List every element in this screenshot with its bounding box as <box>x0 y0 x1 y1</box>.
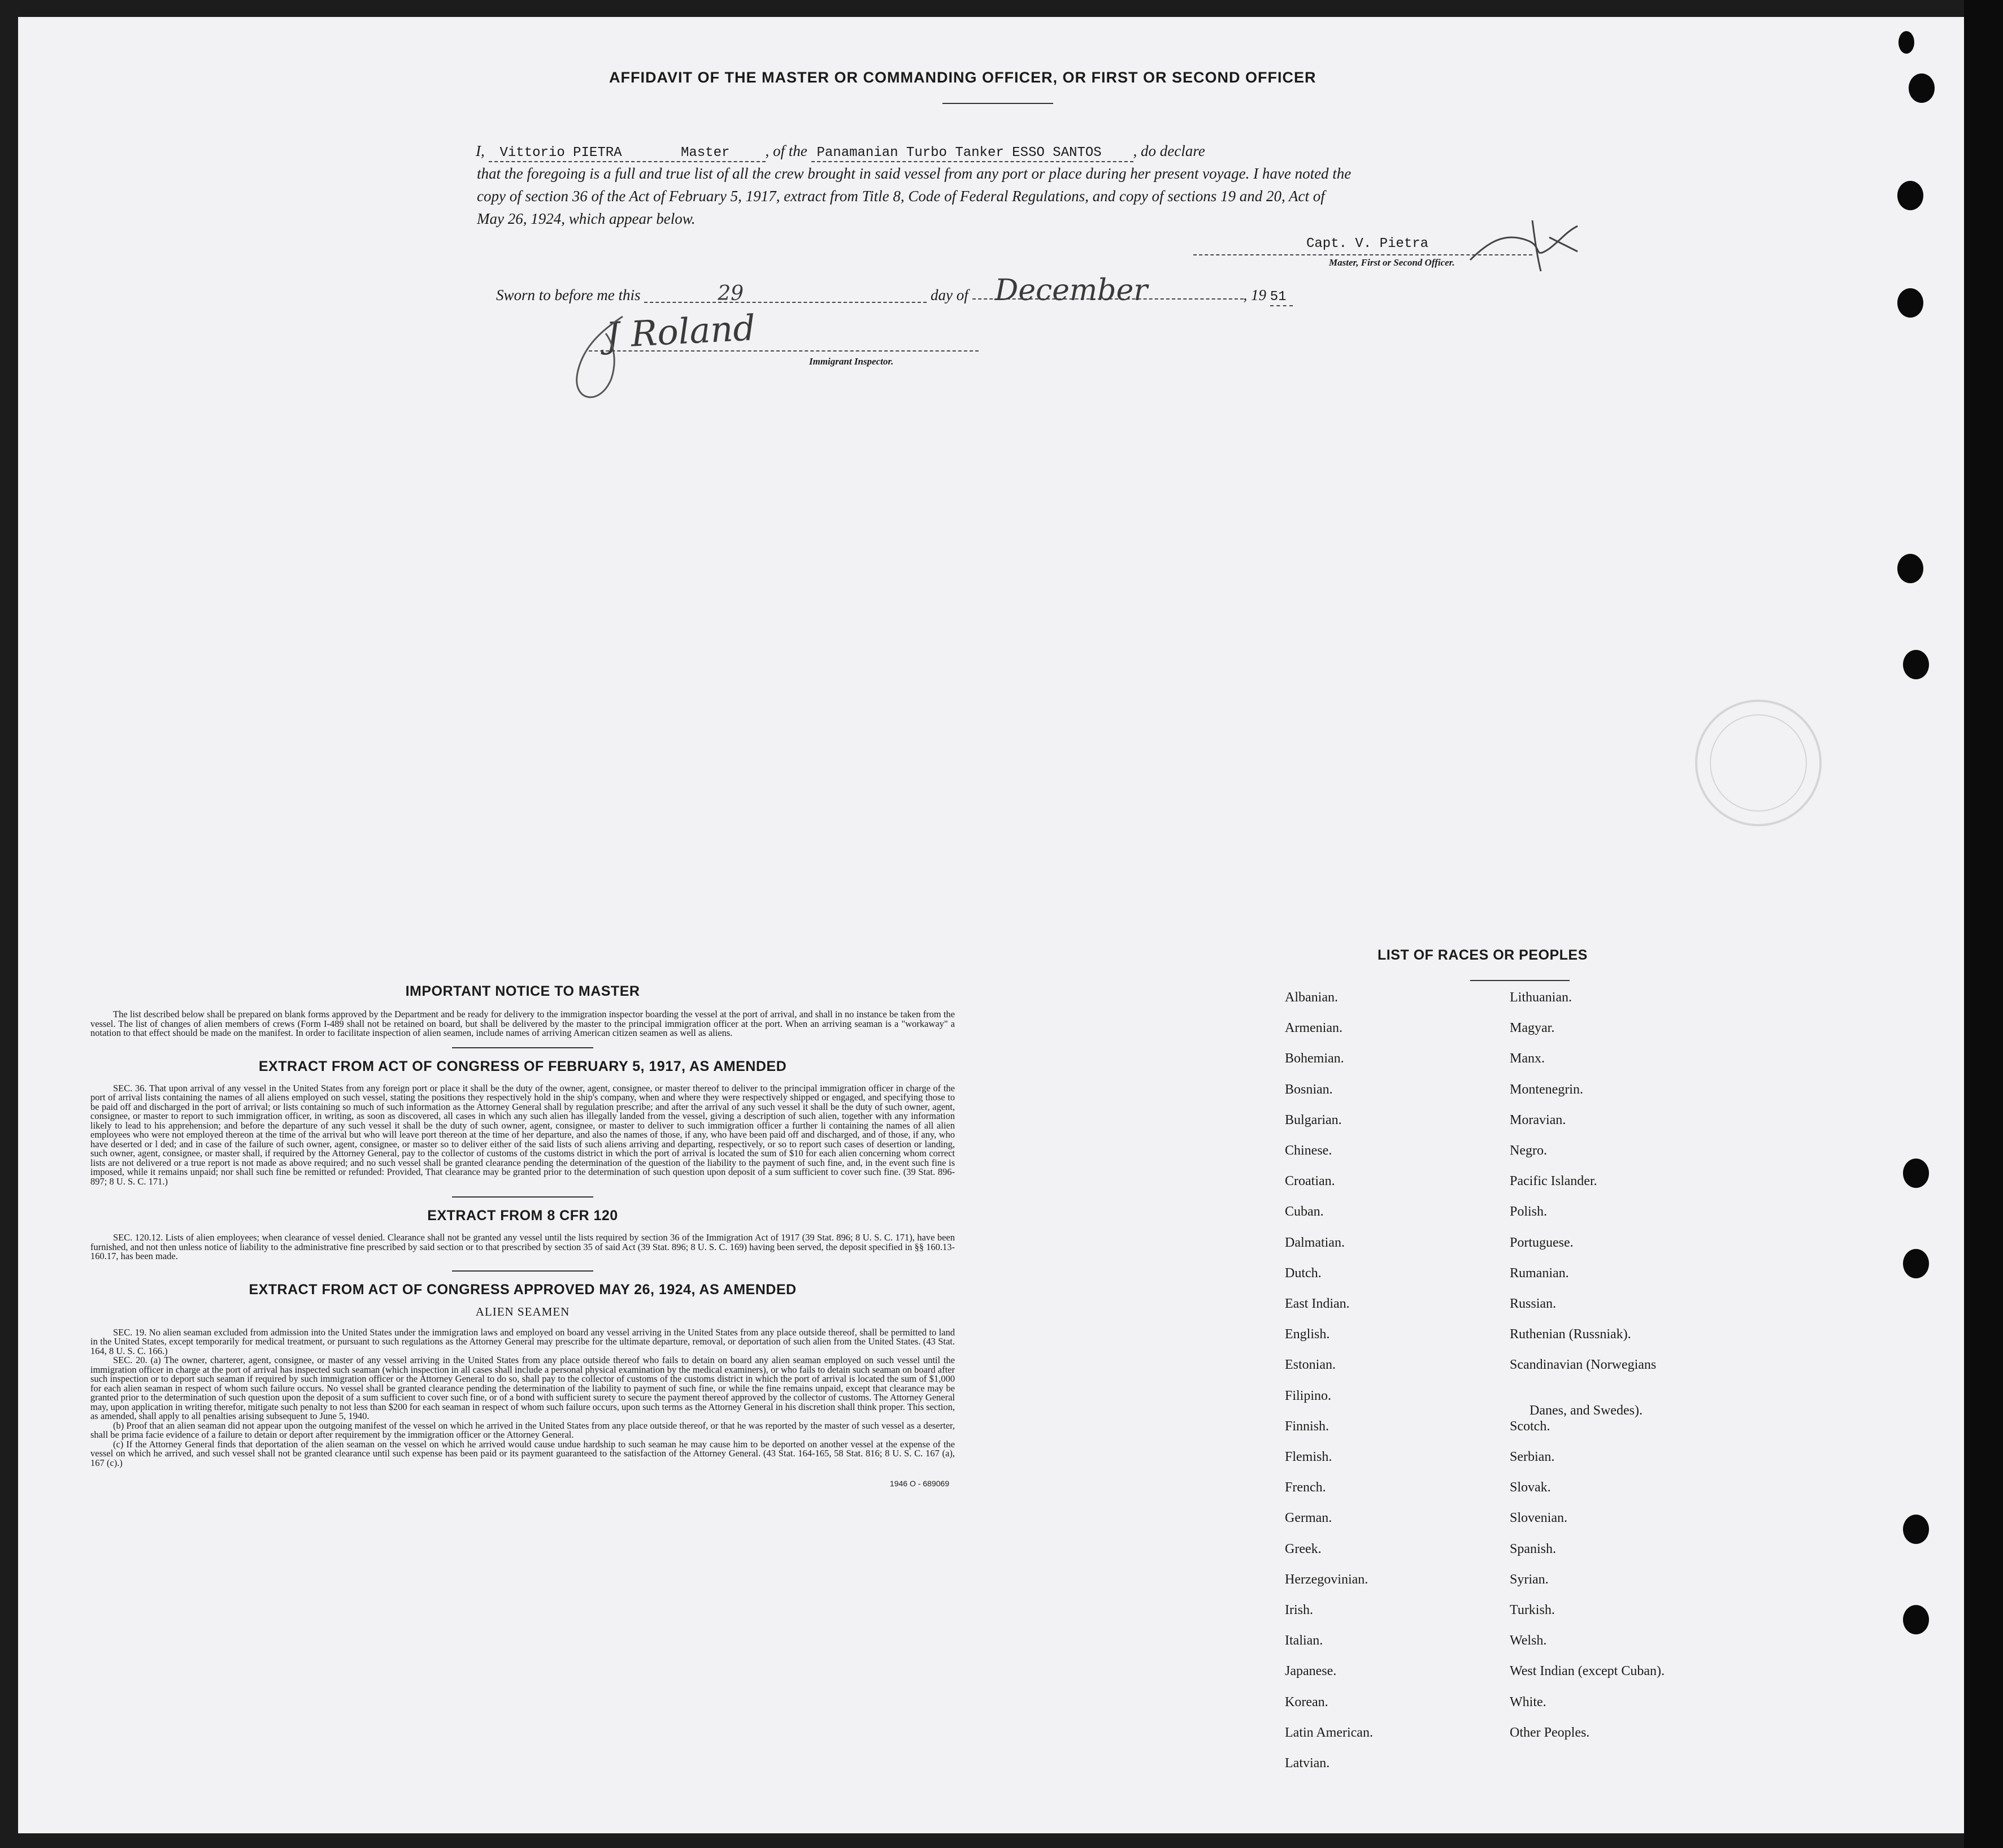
master-signature-typed: Capt. V. Pietra <box>1306 236 1429 251</box>
declaration-line-2: that the foregoing is a full and true list of all the crew brought in said vessel from any port or place during her present voyage. I have noted the <box>477 165 1352 182</box>
race-item: Polish. <box>1510 1204 1548 1220</box>
master-name: Vittorio PIETRA <box>499 145 622 160</box>
punch-hole <box>1897 181 1923 210</box>
extract1-text: SEC. 36. That upon arrival of any vessel in the United States from any foreign port or place it shall be the duty of the owner, agent, consignee, or master thereof to deliver to the principal immigration officer in charge of the port of arrival lists containing the names of all aliens employed on such vessel, stating the positions they respectively hold in the ship's company, when and where they were respectively shipped or engaged, and specifying those to be paid off and discharged in the port of arrival; or lists containing so much of such information as the Attorney General shall by regulation prescribe; and after the arrival of any such vessel it shall be the duty of such owner, agent, consignee, or master to report to such immigration officer, in writing, as soon as discovered, all cases in which any such alien has illegally landed from the vessel, giving a description of such alien, together with any information likely to lead to his apprehension; and before the departure of any such vessel it shall be the duty of such owner, agent, consignee, or master to deliver to such immigration officer a further li containing the names of all alien employees who were not employed thereon at the time of the arrival but who will leave port thereon at the time of her departure, and also the names of those, if any, who have been paid off and discharged, and of those, if any, who have deserted or l ded; and in case of the failure of such owner, agent, consignee, or master so to deliver either of the said lists of such aliens arriving and departing, respectively, or so to report such cases of desertion or landing, such owner, agent, consignee, or master shall, if required by the Attorney General, pay to the collector of customs of the customs district in which the port of arrival is located the sum of $10 for each alien concerning whom correct lists are not delivered or a true report is not made as above required; and no such vessel shall be granted clearance pending the determination of the question of the liability to the payment of such fine, and, in the event such fine is imposed, while it remains unpaid; nor shall such fine be remitted or refunded: Provided, That clearance may be granted prior to the determination of such question upon deposit of a sum sufficient to cover such fine. (39 Stat. 896-897; 8 U. S. C. 171.) <box>90 1082 955 1187</box>
master-signature-label: Master, First or Second Officer. <box>1329 257 1455 268</box>
vessel-name: Panamanian Turbo Tanker ESSO SANTOS <box>816 145 1102 160</box>
race-item: Slovenian. <box>1510 1511 1567 1526</box>
race-item: Moravian. <box>1510 1112 1566 1127</box>
races-rule <box>1470 980 1570 981</box>
race-item: Bulgarian. <box>1285 1112 1342 1127</box>
race-item: Pacific Islander. <box>1510 1174 1597 1189</box>
punch-hole <box>1903 1159 1929 1188</box>
extract3-p4: (c) If the Attorney General finds that deportation of the alien seaman on the vessel on which he arrived would cause undue hardship to such seaman he may cause him to be deported on another vessel at the expense of the vessel on which he arrived, and such vessel shall not be granted clearance until such expense has been paid or its payment guaranteed to the satisfaction of the Attorney General. (43 Stat. 164-165, 58 Stat. 816; 8 U. S. C. 167 (a), 167 (c).) <box>90 1438 955 1468</box>
race-item: Turkish. <box>1510 1603 1555 1617</box>
punch-hole <box>1897 288 1923 318</box>
race-item: French. <box>1285 1480 1326 1495</box>
extract3-p1: SEC. 19. No alien seaman excluded from admission into the United States under the immigration laws and employed on board any vessel arriving in the United States from any place outside thereof, shall be permitted to land in the United States, except temporarily for medical treatment, or pursuant to such regulations as the Attorney General may prescribe for the ultimate departure, removal, or deportation of such alien from the United States. (43 Stat. 164, 8 U. S. C. 166.) <box>90 1326 955 1356</box>
declaration-line-4: May 26, 1924, which appear below. <box>477 210 696 227</box>
day-of-text: day of <box>931 287 968 303</box>
race-item: Estonian. <box>1285 1357 1336 1373</box>
race-item: Latin American. <box>1285 1725 1373 1740</box>
race-item: Montenegrin. <box>1510 1082 1583 1097</box>
punch-hole <box>1903 650 1929 679</box>
document-page <box>18 17 1964 1833</box>
race-item: Japanese. <box>1285 1664 1337 1679</box>
extract1-title: EXTRACT FROM ACT OF CONGRESS OF FEBRUARY 5, 1917, AS AMENDED <box>258 1058 787 1074</box>
race-item: Danes, and Swedes). <box>1530 1403 1643 1418</box>
race-item: Chinese. <box>1285 1143 1332 1158</box>
race-item: Armenian. <box>1285 1021 1342 1036</box>
notice-title: IMPORTANT NOTICE TO MASTER <box>405 983 640 999</box>
sworn-line <box>496 274 1293 307</box>
race-item: Scandinavian (Norwegians <box>1510 1357 1657 1373</box>
race-item: Lithuanian. <box>1510 990 1572 1005</box>
race-item: Other Peoples. <box>1510 1725 1590 1740</box>
race-item: Russian. <box>1510 1296 1557 1311</box>
inspector-signature-loop <box>561 311 640 413</box>
race-item: Croatian. <box>1285 1174 1335 1189</box>
notice-block <box>90 983 955 1488</box>
race-item: Flemish. <box>1285 1450 1332 1464</box>
extract2-text: SEC. 120.12. Lists of alien employees; when clearance of vessel denied. Clearance shall not be granted any vessel until the lists required by section 36 of the Immigration Act of 1917 (39 Stat. 896; 8 U. S. C. 171), have been furnished, and not then unless notice of liability to the administrative fine prescribed by said section or to that prescribed by section 35 of said Act (39 Stat. 896; 8 U. S. C. 169) having been served, the deposit specified in §§ 160.13-160.17, has been made. <box>90 1232 955 1261</box>
race-item: Serbian. <box>1510 1450 1555 1464</box>
of-the-text: , of the <box>765 142 807 159</box>
affidavit-title: AFFIDAVIT OF THE MASTER OR COMMANDING OFFICER, OR FIRST OR SECOND OFFICER <box>609 69 1316 86</box>
race-item: East Indian. <box>1285 1296 1350 1311</box>
extract3-p2: SEC. 20. (a) The owner, charterer, agent, consignee, or master of any vessel arriving in the United States from any place outside thereof who fails to detain on board any alien seaman employed on such vessel until the immigration officer in charge at the port of arrival has inspected such seaman (which inspection in all cases shall include a personal physical examination by the medical examiners), or who fails to detain such seaman on board after such inspection or to deport such seaman if required by such immigration officer or the Attorney General to do so, shall pay to the collector of customs of the customs district in which the port of arrival is located the sum of $1,000 for each alien seaman in respect of whom such failure occurs. No vessel shall be granted clearance pending the determination of the liability to payment of such fine, or while the fine remains unpaid, except that clearance may be granted prior to the determination of such question upon the deposit of a sum sufficient to cover such fine, or of a bond with sufficient surety to secure the payment thereof approved by the collector of customs. The Attorney General may, upon application in writing therefor, mitigate such penalty to not less than $200 for each seaman in respect of whom such failure occurs, upon such terms as the Attorney General in his discretion shall think proper. This section, as amended, shall apply to all penalties arising subsequent to June 5, 1940. <box>90 1355 955 1421</box>
extract3-title: EXTRACT FROM ACT OF CONGRESS APPROVED MAY 26, 1924, AS AMENDED <box>249 1281 797 1298</box>
print-code: 1946 O - 689069 <box>889 1479 949 1488</box>
master-signature-scrawl <box>1465 209 1600 277</box>
vessel-field <box>811 145 1133 162</box>
sworn-month: December <box>994 274 1148 307</box>
race-item: German. <box>1285 1511 1332 1526</box>
race-item: Spanish. <box>1510 1541 1557 1556</box>
punch-hole <box>1909 73 1935 103</box>
race-item: Negro. <box>1510 1143 1547 1158</box>
race-item: Italian. <box>1285 1633 1323 1649</box>
inspector-signature: J Roland <box>605 307 757 356</box>
extract3-subtitle: ALIEN SEAMEN <box>475 1304 570 1318</box>
inspector-signature-line <box>589 350 979 352</box>
notice-rule-1 <box>452 1047 593 1048</box>
race-item: Syrian. <box>1510 1572 1549 1587</box>
race-item: White. <box>1510 1694 1546 1710</box>
race-item: Greek. <box>1285 1541 1322 1556</box>
sworn-year: 51 <box>1270 289 1287 305</box>
race-item: Irish. <box>1285 1603 1313 1617</box>
race-item: Welsh. <box>1510 1633 1547 1649</box>
race-item: Dutch. <box>1285 1265 1322 1281</box>
punch-hole <box>1903 1249 1929 1278</box>
faint-stamp <box>1691 678 1832 848</box>
race-item: Portuguese. <box>1510 1235 1574 1250</box>
race-item: Rumanian. <box>1510 1265 1569 1281</box>
binding-strip <box>1964 0 2003 1848</box>
notice-text: The list described below shall be prepared on blank forms approved by the Department and be ready for delivery to the immigration inspector boarding the vessel at the port of arrival, and shall in no instance be taken from the vessel. The list of changes of alien members of crews (Form I-489 shall not be retained on board, but shall be delivered by the master to the principal immigration officer at the port. When an arriving seaman is a "workaway" a notation to that effect should be made on the manifest. In order to facilitate inspection of alien seamen, include names of arriving American citizen seamen as well as aliens. <box>90 1009 955 1038</box>
race-item: Slovak. <box>1510 1480 1551 1495</box>
extract2-title: EXTRACT FROM 8 CFR 120 <box>427 1208 618 1224</box>
extract3-p3: (b) Proof that an alien seaman did not appear upon the outgoing manifest of the vessel on which he arrived in the United States from any place outside thereof, or that he was reported by the master of such vessel as a deserter, shall be prima facie evidence of a failure to detain or deport after requirement by the immigration officer or the Attorney General. <box>90 1420 955 1440</box>
punch-hole <box>1897 554 1923 583</box>
notice-rule-2 <box>452 1196 593 1198</box>
race-item: West Indian (except Cuban). <box>1510 1664 1665 1679</box>
race-item: English. <box>1285 1327 1330 1342</box>
punch-hole <box>1898 31 1914 54</box>
race-item: Cuban. <box>1285 1204 1324 1220</box>
declaration-line-3: copy of section 36 of the Act of February 5, 1917, extract from Title 8, Code of Federal Regulations, and copy of sections 19 and 20, Act of <box>477 188 1325 205</box>
race-item: Korean. <box>1285 1694 1328 1710</box>
sworn-month-field <box>972 274 1244 307</box>
do-declare-text: , do declare <box>1133 142 1205 159</box>
master-rank: Master <box>680 145 730 160</box>
punch-hole <box>1903 1515 1929 1544</box>
race-item: Manx. <box>1510 1051 1545 1066</box>
race-item: Scotch. <box>1510 1418 1550 1434</box>
race-item: Bosnian. <box>1285 1082 1333 1097</box>
title-rule <box>942 103 1053 104</box>
master-name-field <box>489 145 766 162</box>
races-title: LIST OF RACES OR PEOPLES <box>1378 947 1588 963</box>
sworn-prefix: Sworn to before me this <box>496 287 641 303</box>
race-item: Herzegovinian. <box>1285 1572 1368 1587</box>
race-item: Finnish. <box>1285 1418 1329 1434</box>
declaration-line-1 <box>476 142 1205 162</box>
race-item: Filipino. <box>1285 1388 1332 1403</box>
notice-rule-3 <box>452 1270 593 1272</box>
race-item: Dalmatian. <box>1285 1235 1345 1250</box>
race-item: Magyar. <box>1510 1021 1555 1036</box>
declaration-prefix: I, <box>476 142 485 159</box>
race-item: Ruthenian (Russniak). <box>1510 1327 1631 1342</box>
year-field <box>1270 289 1293 306</box>
inspector-label: Immigrant Inspector. <box>809 356 894 367</box>
year-prefix: , 19 <box>1243 287 1266 303</box>
punch-hole <box>1903 1605 1929 1634</box>
race-item: Bohemian. <box>1285 1051 1344 1066</box>
sworn-day: 29 <box>718 282 744 305</box>
race-item: Latvian. <box>1285 1756 1330 1771</box>
race-item: Albanian. <box>1285 990 1338 1005</box>
sworn-day-field <box>644 282 927 305</box>
